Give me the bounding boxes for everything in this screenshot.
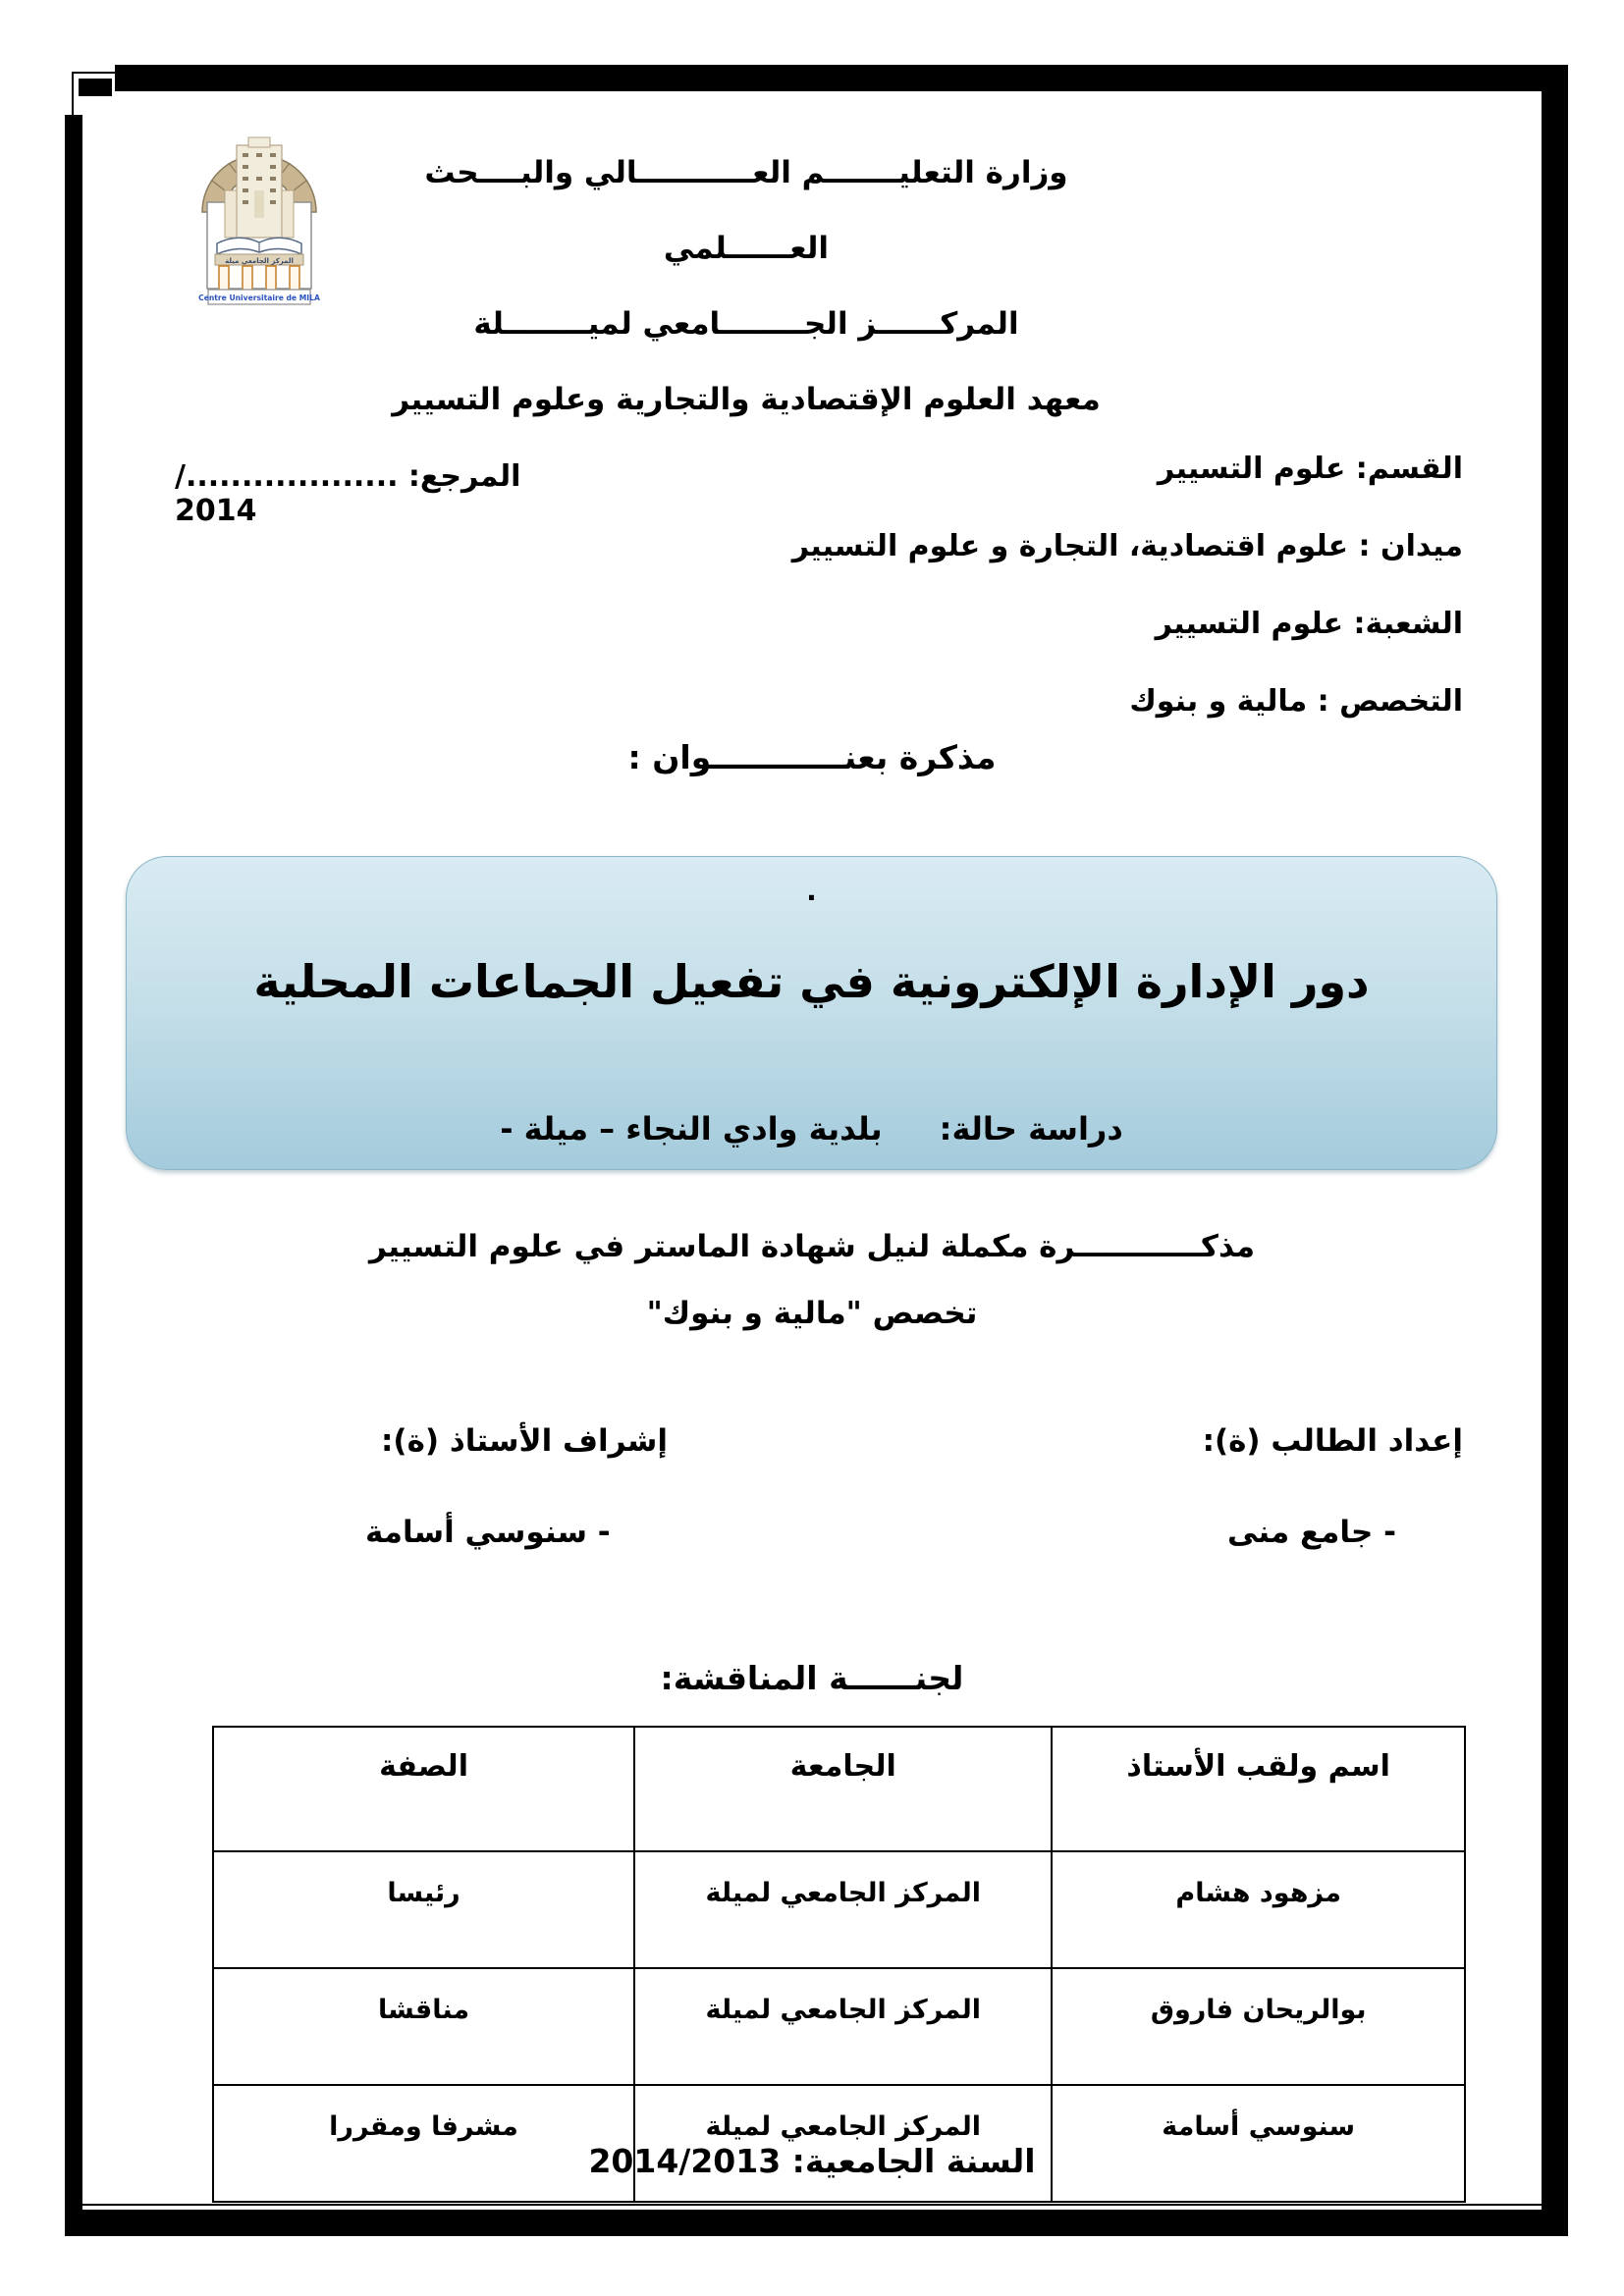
case-study-value: بلدية وادي النجاء – ميلة - bbox=[500, 1110, 883, 1148]
thesis-title: دور الإدارة الإلكترونية في تفعيل الجماعات المحلية bbox=[253, 955, 1370, 1008]
academic-year: السنة الجامعية: 2014/2013 bbox=[588, 2142, 1036, 2180]
professor-name-cell: سنوسي أسامة bbox=[1052, 2085, 1465, 2202]
memo-purpose-line: مذكــــــــــــرة مكملة لنيل شهادة الماستر في علوم التسيير bbox=[368, 1229, 1256, 1264]
university-cell: المركز الجامعي لميلة bbox=[634, 2085, 1052, 2202]
column-header-role: الصفة bbox=[213, 1727, 634, 1851]
university-cell: المركز الجامعي لميلة bbox=[634, 1968, 1052, 2085]
column-header-professor-name: اسم ولقب الأستاذ bbox=[1052, 1727, 1465, 1851]
field-line: ميدان : علوم اقتصادية، التجارة و علوم التسيير bbox=[791, 529, 1463, 563]
university-cell: المركز الجامعي لميلة bbox=[634, 1851, 1052, 1968]
table-row bbox=[213, 1968, 1465, 2085]
university-line: المركــــــز الجــــــــامعي لميــــــــلة bbox=[473, 306, 1019, 342]
memo-title-label: مذكرة بعنــــــــــــوان : bbox=[627, 738, 997, 776]
department-info bbox=[717, 430, 1463, 740]
page-frame-corner-step bbox=[79, 79, 112, 96]
university-logo bbox=[180, 96, 339, 307]
column-header-university: الجامعة bbox=[634, 1727, 1052, 1851]
supervisor-name: - سنوسي أسامة bbox=[365, 1515, 611, 1550]
professor-name-cell: بوالريحان فاروق bbox=[1052, 1968, 1465, 2085]
specialty-line: التخصص : مالية و بنوك bbox=[1129, 684, 1463, 719]
ministry-line: وزارة التعليـــــــم العـــــــــــالي والبــــحث العــــــلمي bbox=[424, 155, 1068, 266]
university-logo-graphic bbox=[180, 96, 339, 307]
svg-text:المركز الجامعي ميلة: المركز الجامعي ميلة bbox=[225, 257, 294, 265]
committee-header-row bbox=[213, 1727, 1465, 1851]
role-cell: مشرفا ومقررا bbox=[213, 2085, 634, 2202]
institute-line: معهد العلوم الإقتصادية والتجارية وعلوم التسيير bbox=[392, 382, 1101, 417]
student-name: - جامع منى bbox=[1226, 1515, 1396, 1550]
prepared-by-label: إعداد الطالب (ة): bbox=[1202, 1423, 1463, 1459]
branch-line: الشعبة: علوم التسيير bbox=[1155, 607, 1463, 641]
professor-name-cell: مزهود هشام bbox=[1052, 1851, 1465, 1968]
table-row bbox=[213, 1851, 1465, 1968]
thesis-title-box bbox=[126, 856, 1497, 1170]
case-study-line bbox=[127, 1110, 1496, 1148]
role-cell: مناقشا bbox=[213, 1968, 634, 2085]
committee-heading: لجنــــــة المناقشة: bbox=[660, 1659, 964, 1697]
case-study-label: دراسة حالة: bbox=[939, 1110, 1123, 1148]
page-frame-top-band bbox=[115, 65, 1568, 91]
specialty-note-line: تخصص "مالية و بنوك" bbox=[646, 1296, 978, 1331]
page-frame-right-band bbox=[1542, 65, 1568, 2236]
logo-caption-text: Centre Universitaire de MILA bbox=[198, 294, 320, 302]
reference-line: المرجع: .................../ 2014 bbox=[175, 459, 521, 528]
supervisor-label: إشراف الأستاذ (ة): bbox=[381, 1423, 669, 1459]
document-header bbox=[339, 135, 1154, 438]
page-frame-bottom-band bbox=[65, 2210, 1568, 2236]
page-frame-left-band bbox=[65, 115, 82, 2210]
department-line: القسم: علوم التسيير bbox=[1157, 452, 1463, 486]
committee-table bbox=[212, 1726, 1466, 2203]
title-box-dot: . bbox=[806, 875, 817, 907]
role-cell: رئيسا bbox=[213, 1851, 634, 1968]
